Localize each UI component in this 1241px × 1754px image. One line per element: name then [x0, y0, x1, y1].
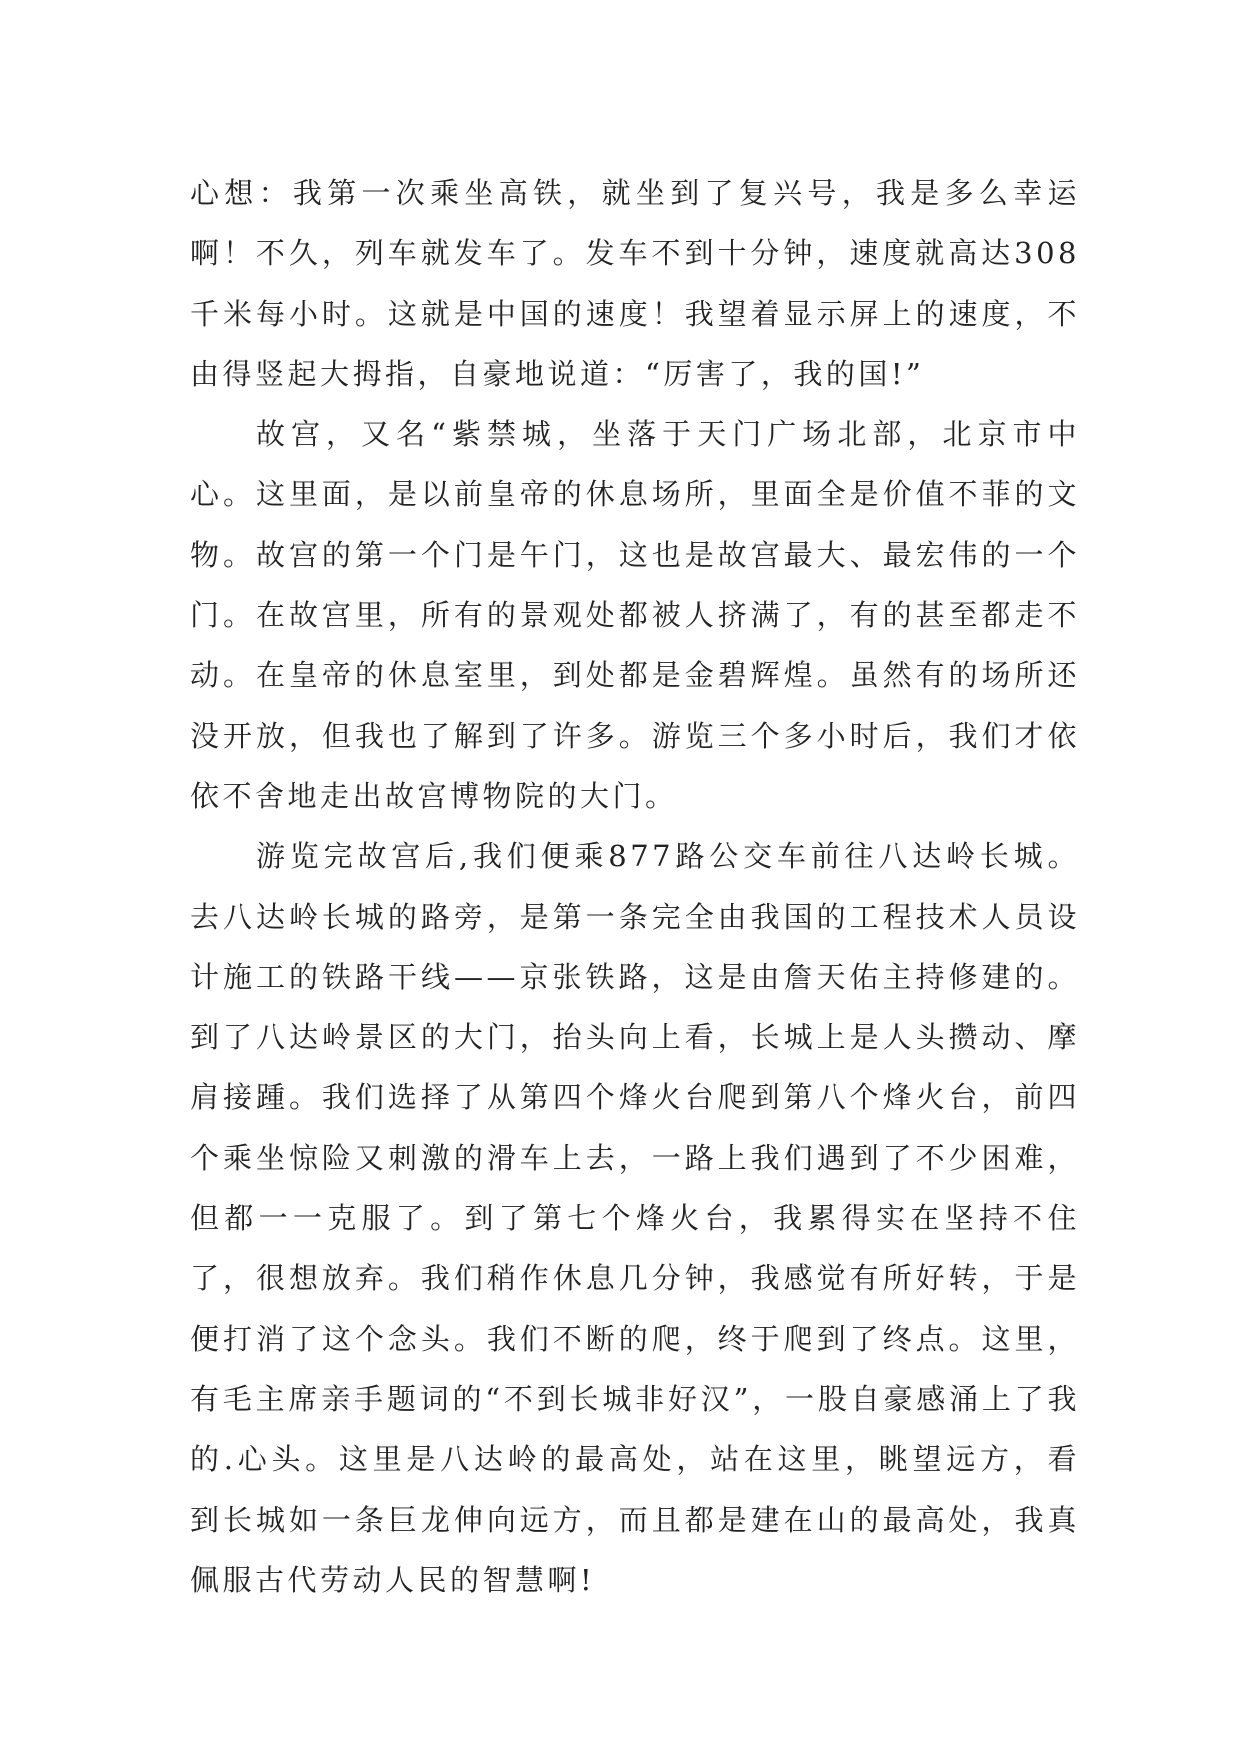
document-body [190, 163, 1080, 1610]
paragraph: 游览完故宫后,我们便乘877路公交车前往八达岭长城。去八达岭长城的路旁，是第一条完全由我国的工程技术人员设计施工的铁路干线——京张铁路，这是由詹天佑主持修建的。到了八达岭景区的大门，抬头向上看，长城上是人头攒动、摩肩接踵。我们选择了从第四个烽火台爬到第八个烽火台，前四个乘坐惊险又刺激的滑车上去，一路上我们遇到了不少困难，但都一一克服了。到了第七个烽火台，我累得实在坚持不住了，很想放弃。我们稍作休息几分钟，我感觉有所好转，于是便打消了这个念头。我们不断的爬，终于爬到了终点。这里，有毛主席亲手题词的“不到长城非好汉”，一股自豪感涌上了我的.心头。这里是八达岭的最高处，站在这里，眺望远方，看到长城如一条巨龙伸向远方，而且都是建在山的最高处，我真佩服古代劳动人民的智慧啊! [190, 839, 1080, 1597]
paragraph: 心想：我第一次乘坐高铁，就坐到了复兴号，我是多么幸运啊！不久，列车就发车了。发车不到十分钟，速度就高达308千米每小时。这就是中国的速度！我望着显示屏上的速度，不由得竖起大拇指，自豪地说道：“厉害了，我的国!” [190, 176, 1080, 391]
paragraph: 故宫，又名“紫禁城，坐落于天门广场北部，北京市中心。这里面，是以前皇帝的休息场所，里面全是价值不菲的文物。故宫的第一个门是午门，这也是故宫最大、最宏伟的一个门。在故宫里，所有的景观处都被人挤满了，有的甚至都走不动。在皇帝的休息室里，到处都是金碧辉煌。虽然有的场所还没开放，但我也了解到了许多。游览三个多小时后，我们才依依不舍地走出故宫博物院的大门。 [190, 417, 1080, 813]
